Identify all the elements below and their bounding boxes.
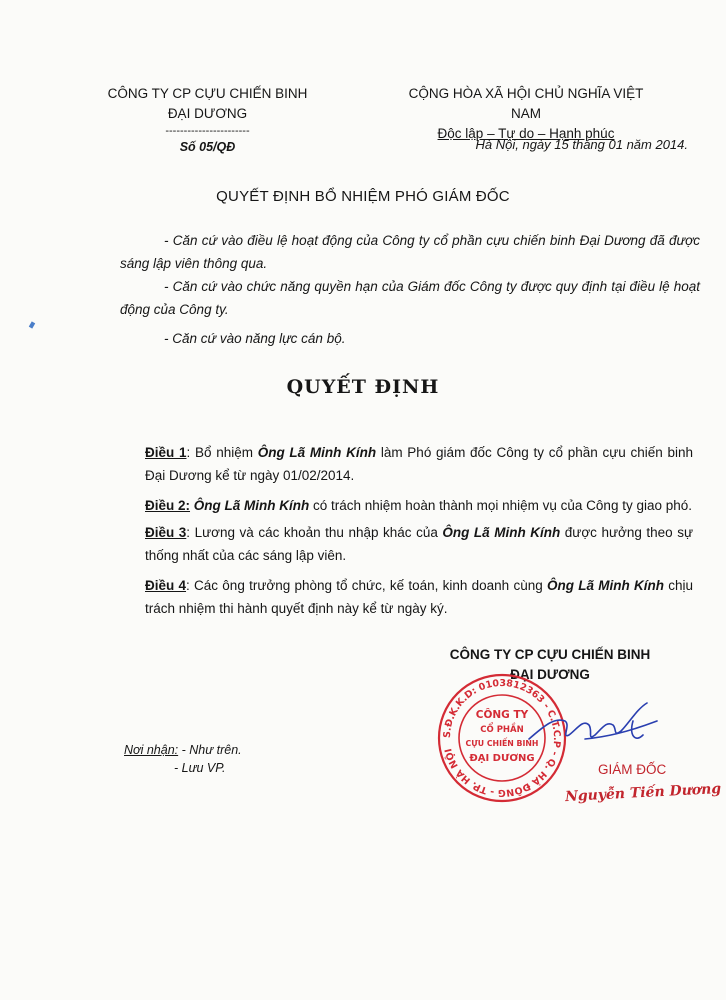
seal-line-4: ĐẠI DƯƠNG [469, 753, 535, 764]
article-2-label: Điều 2: [145, 498, 191, 513]
article-3: Điều 3: Lương và các khoản thu nhập khác của Ông Lã Minh Kính được hưởng theo sự thống nhất của các sáng lập viên. [145, 525, 693, 563]
article-1: Điều 1: Bổ nhiệm Ông Lã Minh Kính làm Phó giám đốc Công ty cổ phần cựu chiến binh Đại Dương kể từ ngày 01/02/2014. [145, 445, 694, 483]
preamble-2: - Căn cứ vào chức năng quyền hạn của Giám đốc Công ty được quy định tại điều lệ hoạt động của Công ty. [120, 279, 700, 317]
article-4: Điều 4: Các ông trưởng phòng tổ chức, kế toán, kinh doanh cùng Ông Lã Minh Kính chịu trách nhiệm thi hành quyết định này kể từ ngày ký. [145, 578, 694, 616]
director-title: GIÁM ĐỐC [598, 762, 667, 777]
document-title: QUYẾT ĐỊNH BỔ NHIỆM PHÓ GIÁM ĐỐC [216, 188, 510, 205]
article-3-label: Điều 3 [145, 525, 187, 540]
appointee-name: Ông Lã Minh Kính [546, 578, 664, 593]
preamble-1: - Căn cứ vào điều lệ hoạt động của Công ty cổ phần cựu chiến binh Đại Dương đã được sáng lập viên thông qua. [120, 233, 700, 271]
issuer-company-name: CÔNG TY CP CỰU CHIẾN BINH [107, 86, 308, 101]
appointee-name: Ông Lã Minh Kính [193, 498, 310, 513]
issuer-company-name-2: ĐẠI DƯƠNG [167, 106, 248, 121]
recipients-label: Nơi nhận: [124, 743, 179, 757]
nation-name: CỘNG HÒA XÃ HỘI CHỦ NGHĨA VIỆT NAM [408, 86, 644, 121]
decision-heading: QUYẾT ĐỊNH [286, 376, 440, 398]
article-4-label: Điều 4 [145, 578, 187, 593]
national-header [392, 84, 660, 144]
issuer-separator: ----------------------- [165, 125, 250, 137]
article-1-label: Điều 1 [145, 445, 187, 460]
recipients: Nơi nhận: - Như trên. - Lưu VP. [124, 743, 242, 775]
director-name: Nguyễn Tiến Dương [564, 780, 722, 806]
document-number: Số 05/QĐ [179, 140, 236, 154]
ink-speck [29, 321, 35, 328]
preamble-3: - Căn cứ vào năng lực cán bộ. [164, 331, 346, 346]
national-motto: Độc lập – Tự do – Hạnh phúc [437, 126, 615, 141]
seal-line-1: CÔNG TY [475, 709, 529, 721]
appointee-name: Ông Lã Minh Kính [442, 525, 561, 540]
seal-ring-text: S.Đ.K.K.D: 0103812363 - C.T.C.P - Q. HÀ ĐÔNG - TP. HÀ NỘI [441, 677, 563, 799]
seal-line-3: CỰU CHIẾN BINH [465, 739, 539, 748]
article-2: Điều 2: Ông Lã Minh Kính có trách nhiệm hoàn thành mọi nhiệm vụ của Công ty giao phó. [145, 498, 692, 513]
issuer-block [100, 84, 315, 156]
director-signature [525, 695, 665, 765]
seal-line-2: CỔ PHẦN [480, 725, 524, 735]
appointee-name: Ông Lã Minh Kính [257, 445, 377, 460]
signatory-company: CÔNG TY CP CỰU CHIẾN BINH ĐẠI DƯƠNG [449, 647, 651, 682]
document-date: Hà Nội, ngày 15 tháng 01 năm 2014. [475, 137, 688, 152]
